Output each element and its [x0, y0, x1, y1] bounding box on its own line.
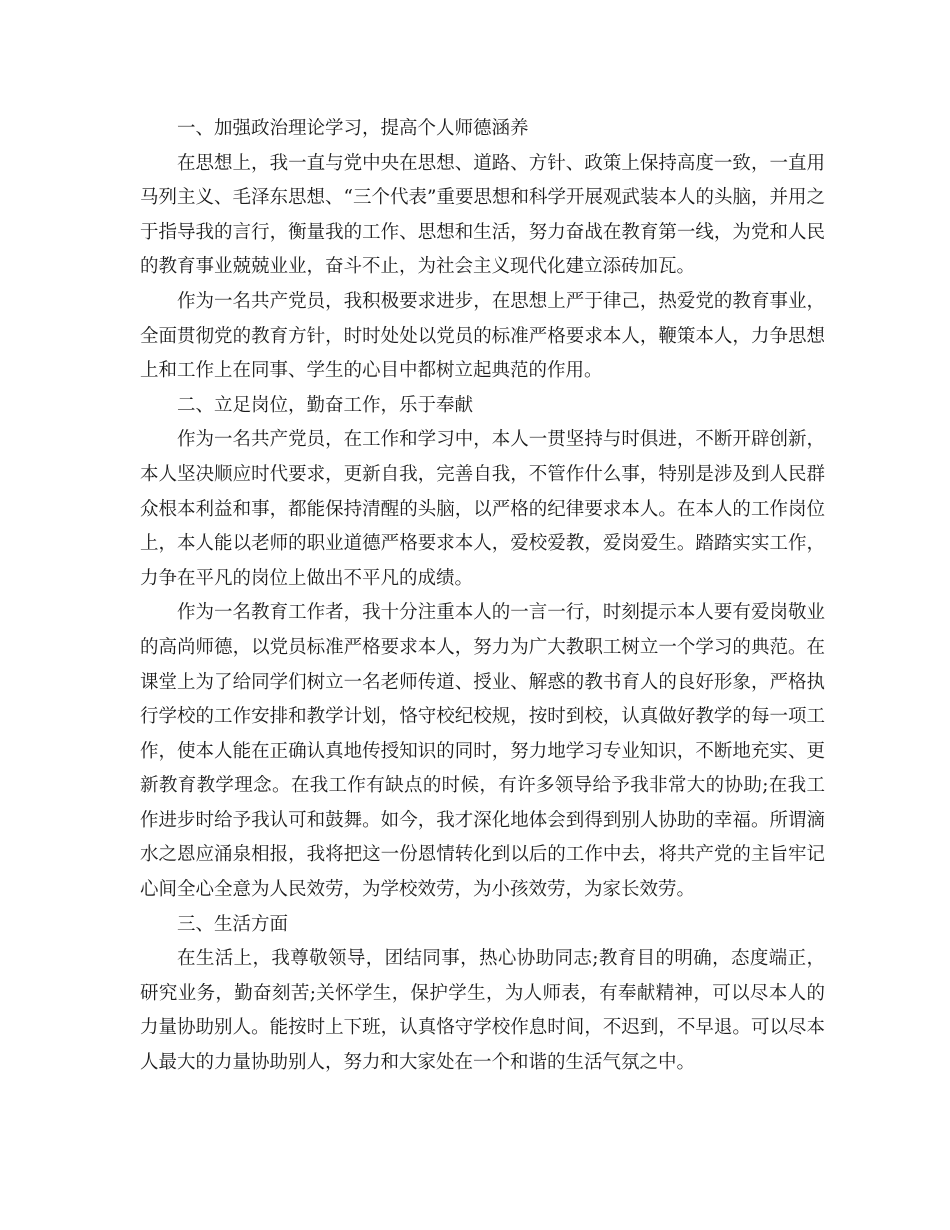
paragraph-2: 作为一名共产党员，我积极要求进步，在思想上严于律己，热爱党的教育事业，全面贯彻党的教育方针，时时处处以党员的标准严格要求本人，鞭策本人，力争思想上和工作上在同事、学生的心目中都树立起典范的作用。: [140, 290, 825, 382]
paragraph-4: 作为一名教育工作者，我十分注重本人的一言一行，时刻提示本人要有爱岗敬业的高尚师德，以党员标准严格要求本人，努力为广大教职工树立一个学习的典范。在课堂上为了给同学们树立一名老师传道、授业、解惑的教书育人的良好形象，严格执行学校的工作安排和教学计划，恪守校纪校规，按时到校，认真做好教学的每一项工作，使本人能在正确认真地传授知识的同时，努力地学习专业知识，不断地充实、更新教育教学理念。在我工作有缺点的时候，有许多领导给予我非常大的协助;在我工作进步时给予我认可和鼓舞。如今，我才深化地体会到得到别人协助的幸福。所谓滴水之恩应涌泉相报，我将把这一份恩情转化到以后的工作中去，将共产党的主旨牢记心间全心全意为人民效劳，为学校效劳，为小孩效劳，为家长效劳。: [140, 602, 825, 901]
section-heading-3: 三、生活方面: [177, 913, 289, 935]
paragraph-1: 在思想上，我一直与党中央在思想、道路、方针、政策上保持高度一致，一直用马列主义、毛泽东思想、“三个代表”重要思想和科学开展观武装本人的头脑，并用之于指导我的言行，衡量我的工作、思想和生活，努力奋战在教育第一线，为党和人民的教育事业兢兢业业，奋斗不止，为社会主义现代化建立添砖加瓦。: [140, 152, 825, 278]
document-body: [140, 112, 825, 1081]
paragraph-5: 在生活上，我尊敬领导，团结同事，热心协助同志;教育目的明确，态度端正，研究业务，勤奋刻苦;关怀学生，保护学生，为人师表，有奉献精神，可以尽本人的力量协助别人。能按时上下班，认真恪守学校作息时间，不迟到，不早退。可以尽本人最大的力量协助别人，努力和大家处在一个和谐的生活气氛之中。: [140, 948, 825, 1074]
paragraph-3: 作为一名共产党员，在工作和学习中，本人一贯坚持与时俱进，不断开辟创新，本人坚决顺应时代要求，更新自我，完善自我，不管作什么事，特别是涉及到人民群众根本利益和事，都能保持清醒的头脑，以严格的纪律要求本人。在本人的工作岗位上，本人能以老师的职业道德严格要求本人，爱校爱教，爱岗爱生。踏踏实实工作，力争在平凡的岗位上做出不平凡的成绩。: [140, 429, 825, 589]
section-heading-2: 二、立足岗位，勤奋工作，乐于奉献: [177, 394, 474, 416]
section-heading-1: 一、加强政治理论学习，提高个人师德涵养: [177, 118, 529, 139]
